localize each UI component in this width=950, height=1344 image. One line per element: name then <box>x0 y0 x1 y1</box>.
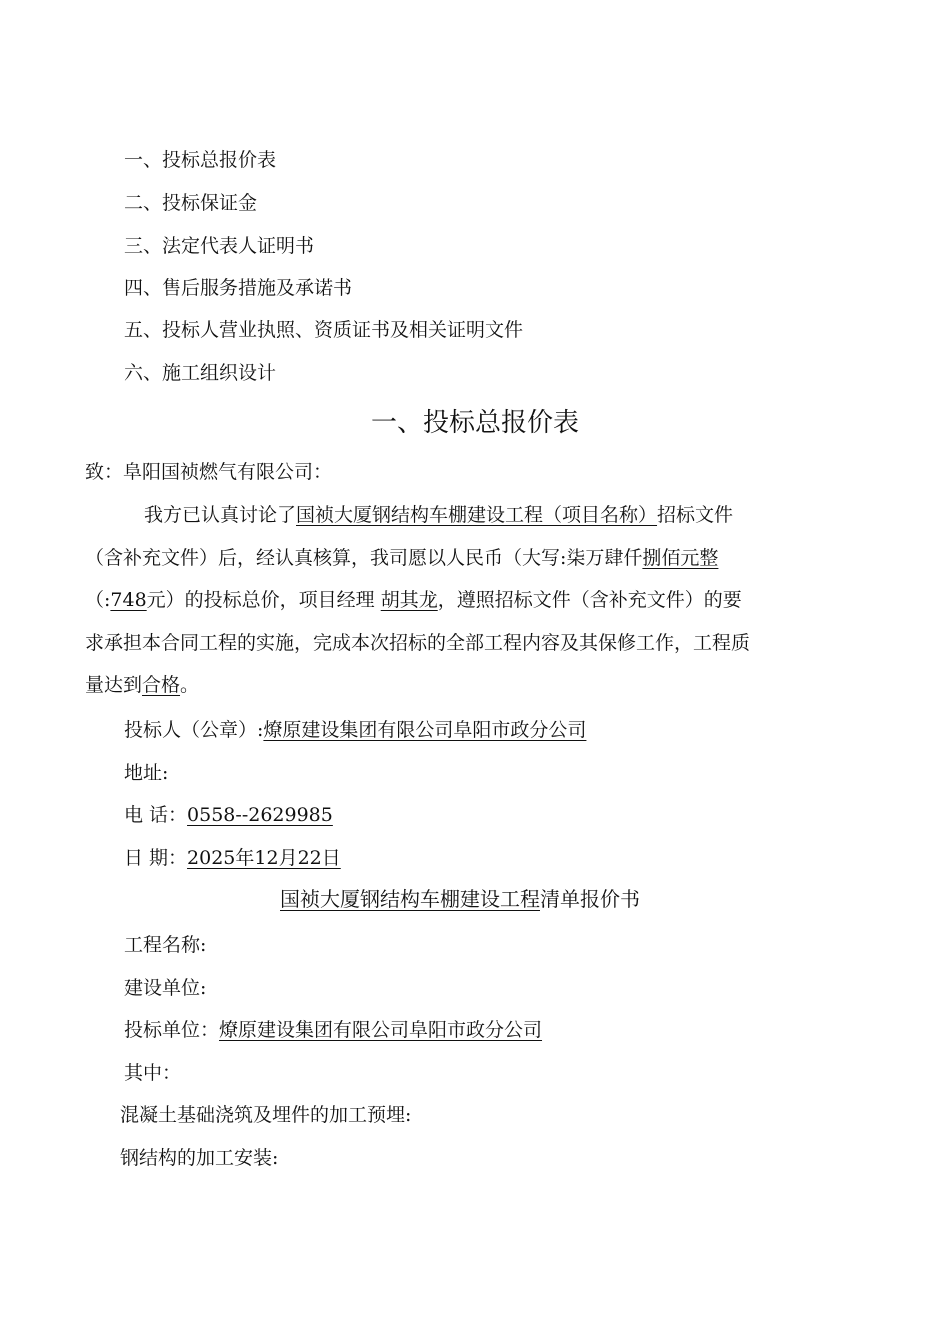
bid-form-title: 一、投标总报价表 <box>370 408 579 438</box>
date-label: 日 期： <box>124 847 188 869</box>
quote-title-rest: 清单报价书 <box>540 887 640 911</box>
addressee: 致：阜阳国祯燃气有限公司： <box>85 461 333 483</box>
quote-bidder-row <box>124 1017 542 1043</box>
paragraph-text: ，遵照招标文件（含补充文件）的要 <box>437 589 742 611</box>
toc-item-2: 二、投标保证金 <box>124 192 258 214</box>
quote-sheet-title <box>0 885 920 913</box>
bidder-row <box>124 717 586 743</box>
owner-label: 建设单位: <box>124 977 207 999</box>
paragraph-line-3 <box>85 587 742 613</box>
date-row <box>124 845 341 871</box>
paragraph-text: 元）的投标总价，项目经理 <box>146 589 381 611</box>
quote-bidder-label: 投标单位： <box>124 1019 220 1041</box>
toc-item-6: 六、施工组织设计 <box>124 362 277 384</box>
toc-item-4: 四、售后服务措施及承诺书 <box>124 277 353 299</box>
paragraph-text: 量达到 <box>85 674 143 696</box>
project-name: 国祯大厦钢结构车棚建设工程（项目名称） <box>296 504 658 526</box>
project-name-label: 工程名称: <box>124 934 207 956</box>
phone-row <box>124 802 333 828</box>
among-label: 其中： <box>124 1062 182 1084</box>
item-concrete: 混凝土基础浇筑及埋件的加工预埋: <box>120 1104 412 1126</box>
bidder-name: 燎原建设集团有限公司阜阳市政分公司 <box>263 719 587 741</box>
paragraph-text: （: <box>85 589 111 611</box>
paragraph-text: 我方已认真讨论了 <box>144 504 297 526</box>
toc-item-1: 一、投标总报价表 <box>124 149 277 171</box>
paragraph-line-5 <box>85 672 199 698</box>
paragraph-line-1 <box>144 502 733 528</box>
phone-label: 电 话： <box>124 804 188 826</box>
amount-number: 748 <box>110 589 147 611</box>
item-steel: 钢结构的加工安装: <box>120 1147 279 1169</box>
quality-level: 合格 <box>142 674 181 696</box>
address-label: 地址: <box>124 762 169 784</box>
date-value: 2025年12月22日 <box>187 847 341 869</box>
toc-item-3: 三、法定代表人证明书 <box>124 235 315 257</box>
paragraph-text: 招标文件 <box>657 504 734 526</box>
toc-item-5: 五、投标人营业执照、资质证书及相关证明文件 <box>124 319 524 341</box>
paragraph-text: 。 <box>180 674 200 696</box>
paragraph-line-2 <box>85 545 718 571</box>
amount-words-tail: 捌佰元整 <box>642 547 719 569</box>
quote-project-name: 国祯大厦钢结构车棚建设工程 <box>280 887 540 911</box>
paragraph-text: （含补充文件）后，经认真核算，我司愿以人民币（大写:柒万肆仟 <box>85 547 643 569</box>
phone-number: 0558--2629985 <box>187 804 333 826</box>
bidder-label: 投标人（公章）: <box>124 719 264 741</box>
project-manager: 胡其龙 <box>380 589 438 611</box>
paragraph-line-4: 求承担本合同工程的实施，完成本次招标的全部工程内容及其保修工作，工程质 <box>85 632 751 654</box>
quote-bidder-name: 燎原建设集团有限公司阜阳市政分公司 <box>219 1019 543 1041</box>
